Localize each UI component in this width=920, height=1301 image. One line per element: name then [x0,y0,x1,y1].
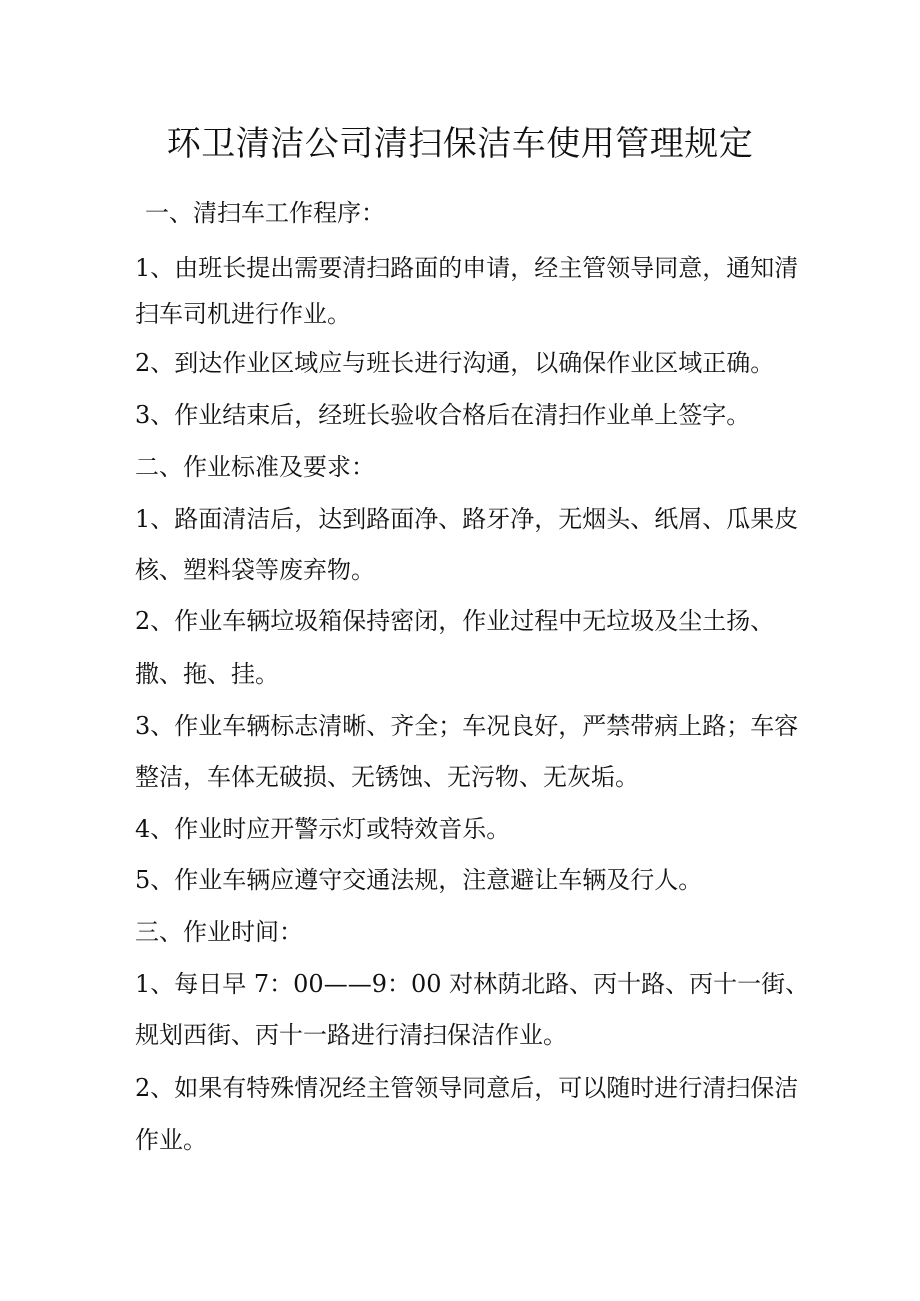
paragraph-line: 4、作业时应开警示灯或特效音乐。 [135,815,511,843]
paragraph-line: 核、塑料袋等废弃物。 [135,556,375,584]
paragraph-line: 5、作业车辆应遵守交通法规，注意避让车辆及行人。 [135,866,703,894]
paragraph-line: 3、作业结束后，经班长验收合格后在清扫作业单上签字。 [135,401,751,429]
paragraph-line: 撒、拖、挂。 [135,660,279,688]
paragraph-line: 作业。 [135,1126,207,1154]
section-heading-procedure: 一、清扫车工作程序： [145,199,385,227]
paragraph-line: 1、由班长提出需要清扫路面的申请，经主管领导同意，通知清 [135,254,799,282]
paragraph-line: 1、每日早 7：00——9：00 对林荫北路、丙十路、丙十一街、 [135,970,810,998]
paragraph-line: 2、作业车辆垃圾箱保持密闭，作业过程中无垃圾及尘土扬、 [135,607,775,635]
paragraph-line: 2、如果有特殊情况经主管领导同意后，可以随时进行清扫保洁 [135,1074,799,1102]
paragraph-line: 整洁，车体无破损、无锈蚀、无污物、无灰垢。 [135,763,639,791]
section-heading-standards: 二、作业标准及要求： [135,453,375,481]
paragraph-line: 3、作业车辆标志清晰、齐全；车况良好，严禁带病上路；车容 [135,712,799,740]
paragraph-line: 规划西街、丙十一路进行清扫保洁作业。 [135,1021,567,1049]
document-title: 环卫清洁公司清扫保洁车使用管理规定 [166,124,754,164]
paragraph-line: 2、到达作业区域应与班长进行沟通，以确保作业区域正确。 [135,349,775,377]
paragraph-line: 1、路面清洁后，达到路面净、路牙净，无烟头、纸屑、瓜果皮 [135,505,799,533]
paragraph-line: 扫车司机进行作业。 [135,300,351,328]
section-heading-schedule: 三、作业时间： [135,918,303,946]
